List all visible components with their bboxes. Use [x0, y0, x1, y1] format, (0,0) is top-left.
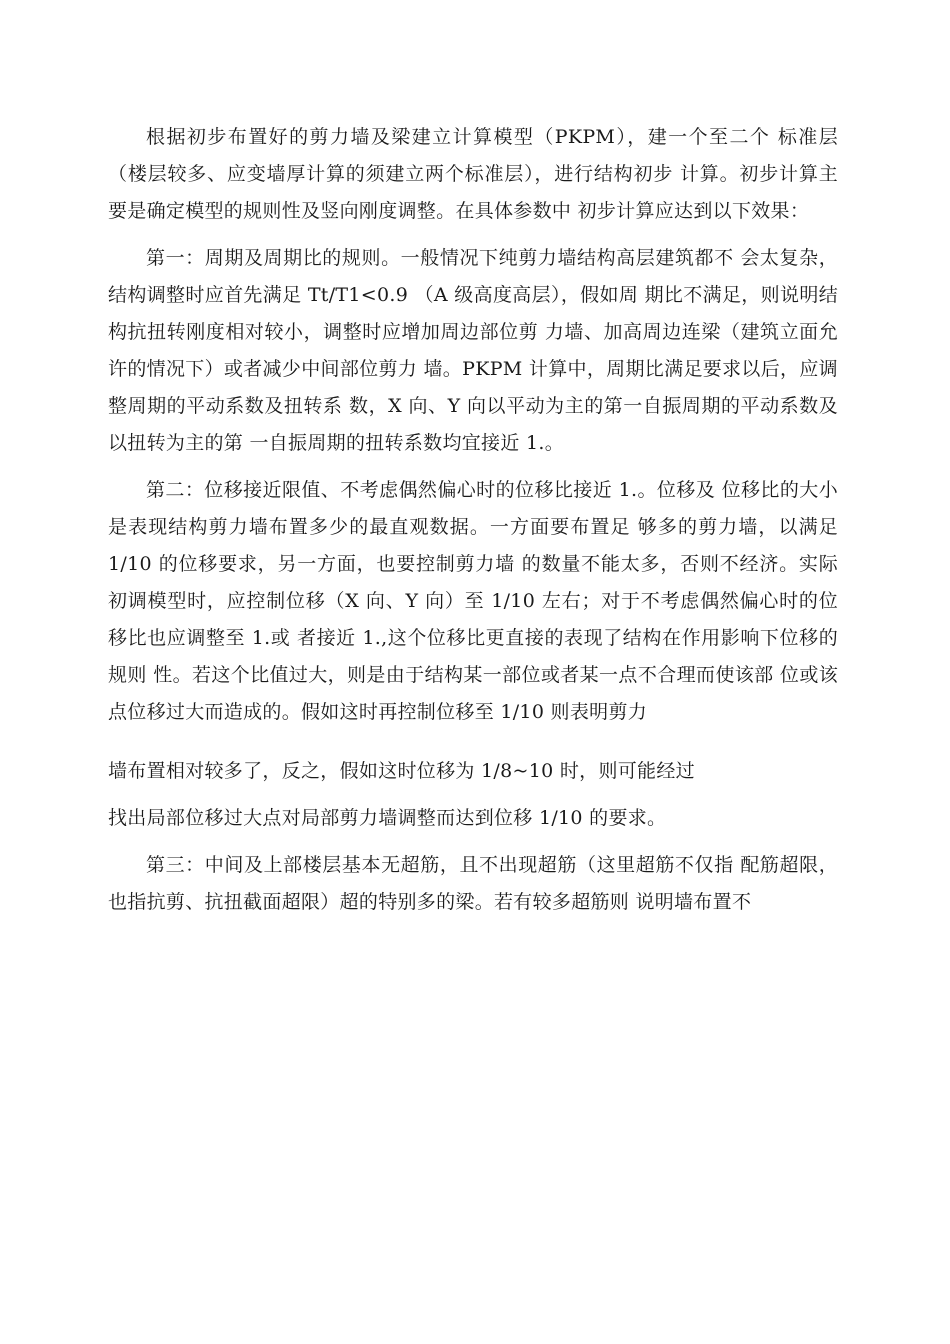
paragraph-continuation-1: 墙布置相对较多了，反之，假如这时位移为 1/8~10 时，则可能经过: [108, 760, 695, 782]
document-body: [108, 119, 838, 921]
paragraph-continuation-2: 找出局部位移过大点对局部剪力墙调整而达到位移 1/10 的要求。: [108, 807, 667, 829]
paragraph-first-point: 第一：周期及周期比的规则。一般情况下纯剪力墙结构高层建筑都不 会太复杂，结构调整时应首先满足 Tt/T1<0.9 （A 级高度高层），假如周 期比不满足，则说明结构抗扭转刚度相对较小，调整时应增加周边部位剪 力墙、加高周边连梁（建筑立面允许的情况下）或者减少中间部位剪力 墙。PKPM 计算中，周期比满足要求以后，应调整周期的平动系数及扭转系 数，X 向、Y 向以平动为主的第一自振周期的平动系数及以扭转为主的第 一自振周期的扭转系数均宜接近 1.。: [108, 247, 838, 454]
paragraph-third-point: 第三：中间及上部楼层基本无超筋，且不出现超筋（这里超筋不仅指 配筋超限，也指抗剪、抗扭截面超限）超的特别多的梁。若有较多超筋则 说明墙布置不: [108, 854, 838, 913]
paragraph-second-point: 第二：位移接近限值、不考虑偶然偏心时的位移比接近 1.。位移及 位移比的大小是表现结构剪力墙布置多少的最直观数据。一方面要布置足 够多的剪力墙，以满足 1/10 的位移要求，另一方面，也要控制剪力墙 的数量不能太多，否则不经济。实际初调模型时，应控制位移（X 向、Y 向）至 1/10 左右；对于不考虑偶然偏心时的位移比也应调整至 1.或 者接近 1.,这个位移比更直接的表现了结构在作用影响下位移的规则 性。若这个比值过大，则是由于结构某一部位或者某一点不合理而使该部 位或该点位移过大而造成的。假如这时再控制位移至 1/10 则表明剪力: [108, 479, 838, 723]
paragraph-intro: 根据初步布置好的剪力墙及梁建立计算模型（PKPM），建一个至二个 标准层（楼层较多、应变墙厚计算的须建立两个标准层），进行结构初步 计算。初步计算主要是确定模型的规则性及竖向刚度调整。在具体参数中 初步计算应达到以下效果：: [108, 126, 838, 222]
